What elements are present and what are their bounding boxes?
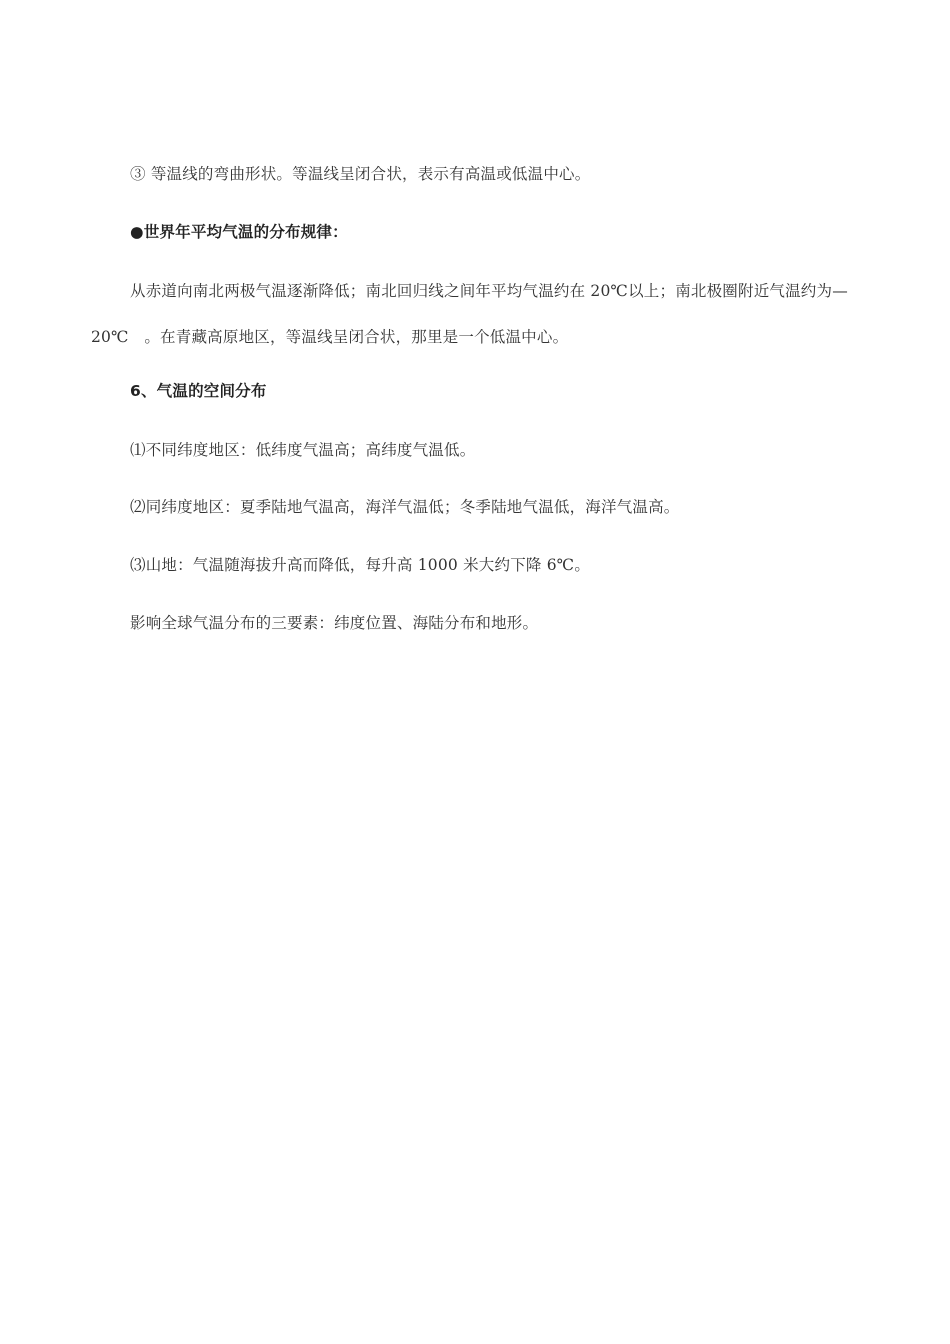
same-latitude-item: ⑵同纬度地区：夏季陆地气温高，海洋气温低；冬季陆地气温低，海洋气温高。 bbox=[130, 497, 680, 516]
mountain-item: ⑶山地：气温随海拔升高而降低，每升高 1000 米大约下降 6℃。 bbox=[130, 555, 591, 574]
spatial-distribution-heading: 6、气温的空间分布 bbox=[130, 381, 267, 400]
three-factors-paragraph: 影响全球气温分布的三要素：纬度位置、海陆分布和地形。 bbox=[130, 613, 539, 632]
isotherm-shape-paragraph: ③ 等温线的弯曲形状。等温线呈闭合状，表示有高温或低温中心。 bbox=[130, 164, 591, 183]
latitude-item: ⑴不同纬度地区：低纬度气温高；高纬度气温低。 bbox=[130, 440, 476, 459]
world-temperature-distribution-paragraph: 从赤道向南北两极气温逐渐降低；南北回归线之间年平均气温约在 20℃以上；南北极圈附近气温约为—20℃ 。在青藏高原地区，等温线呈闭合状，那里是一个低温中心。 bbox=[91, 281, 848, 346]
world-temperature-distribution-heading: ●世界年平均气温的分布规律： bbox=[130, 222, 348, 241]
